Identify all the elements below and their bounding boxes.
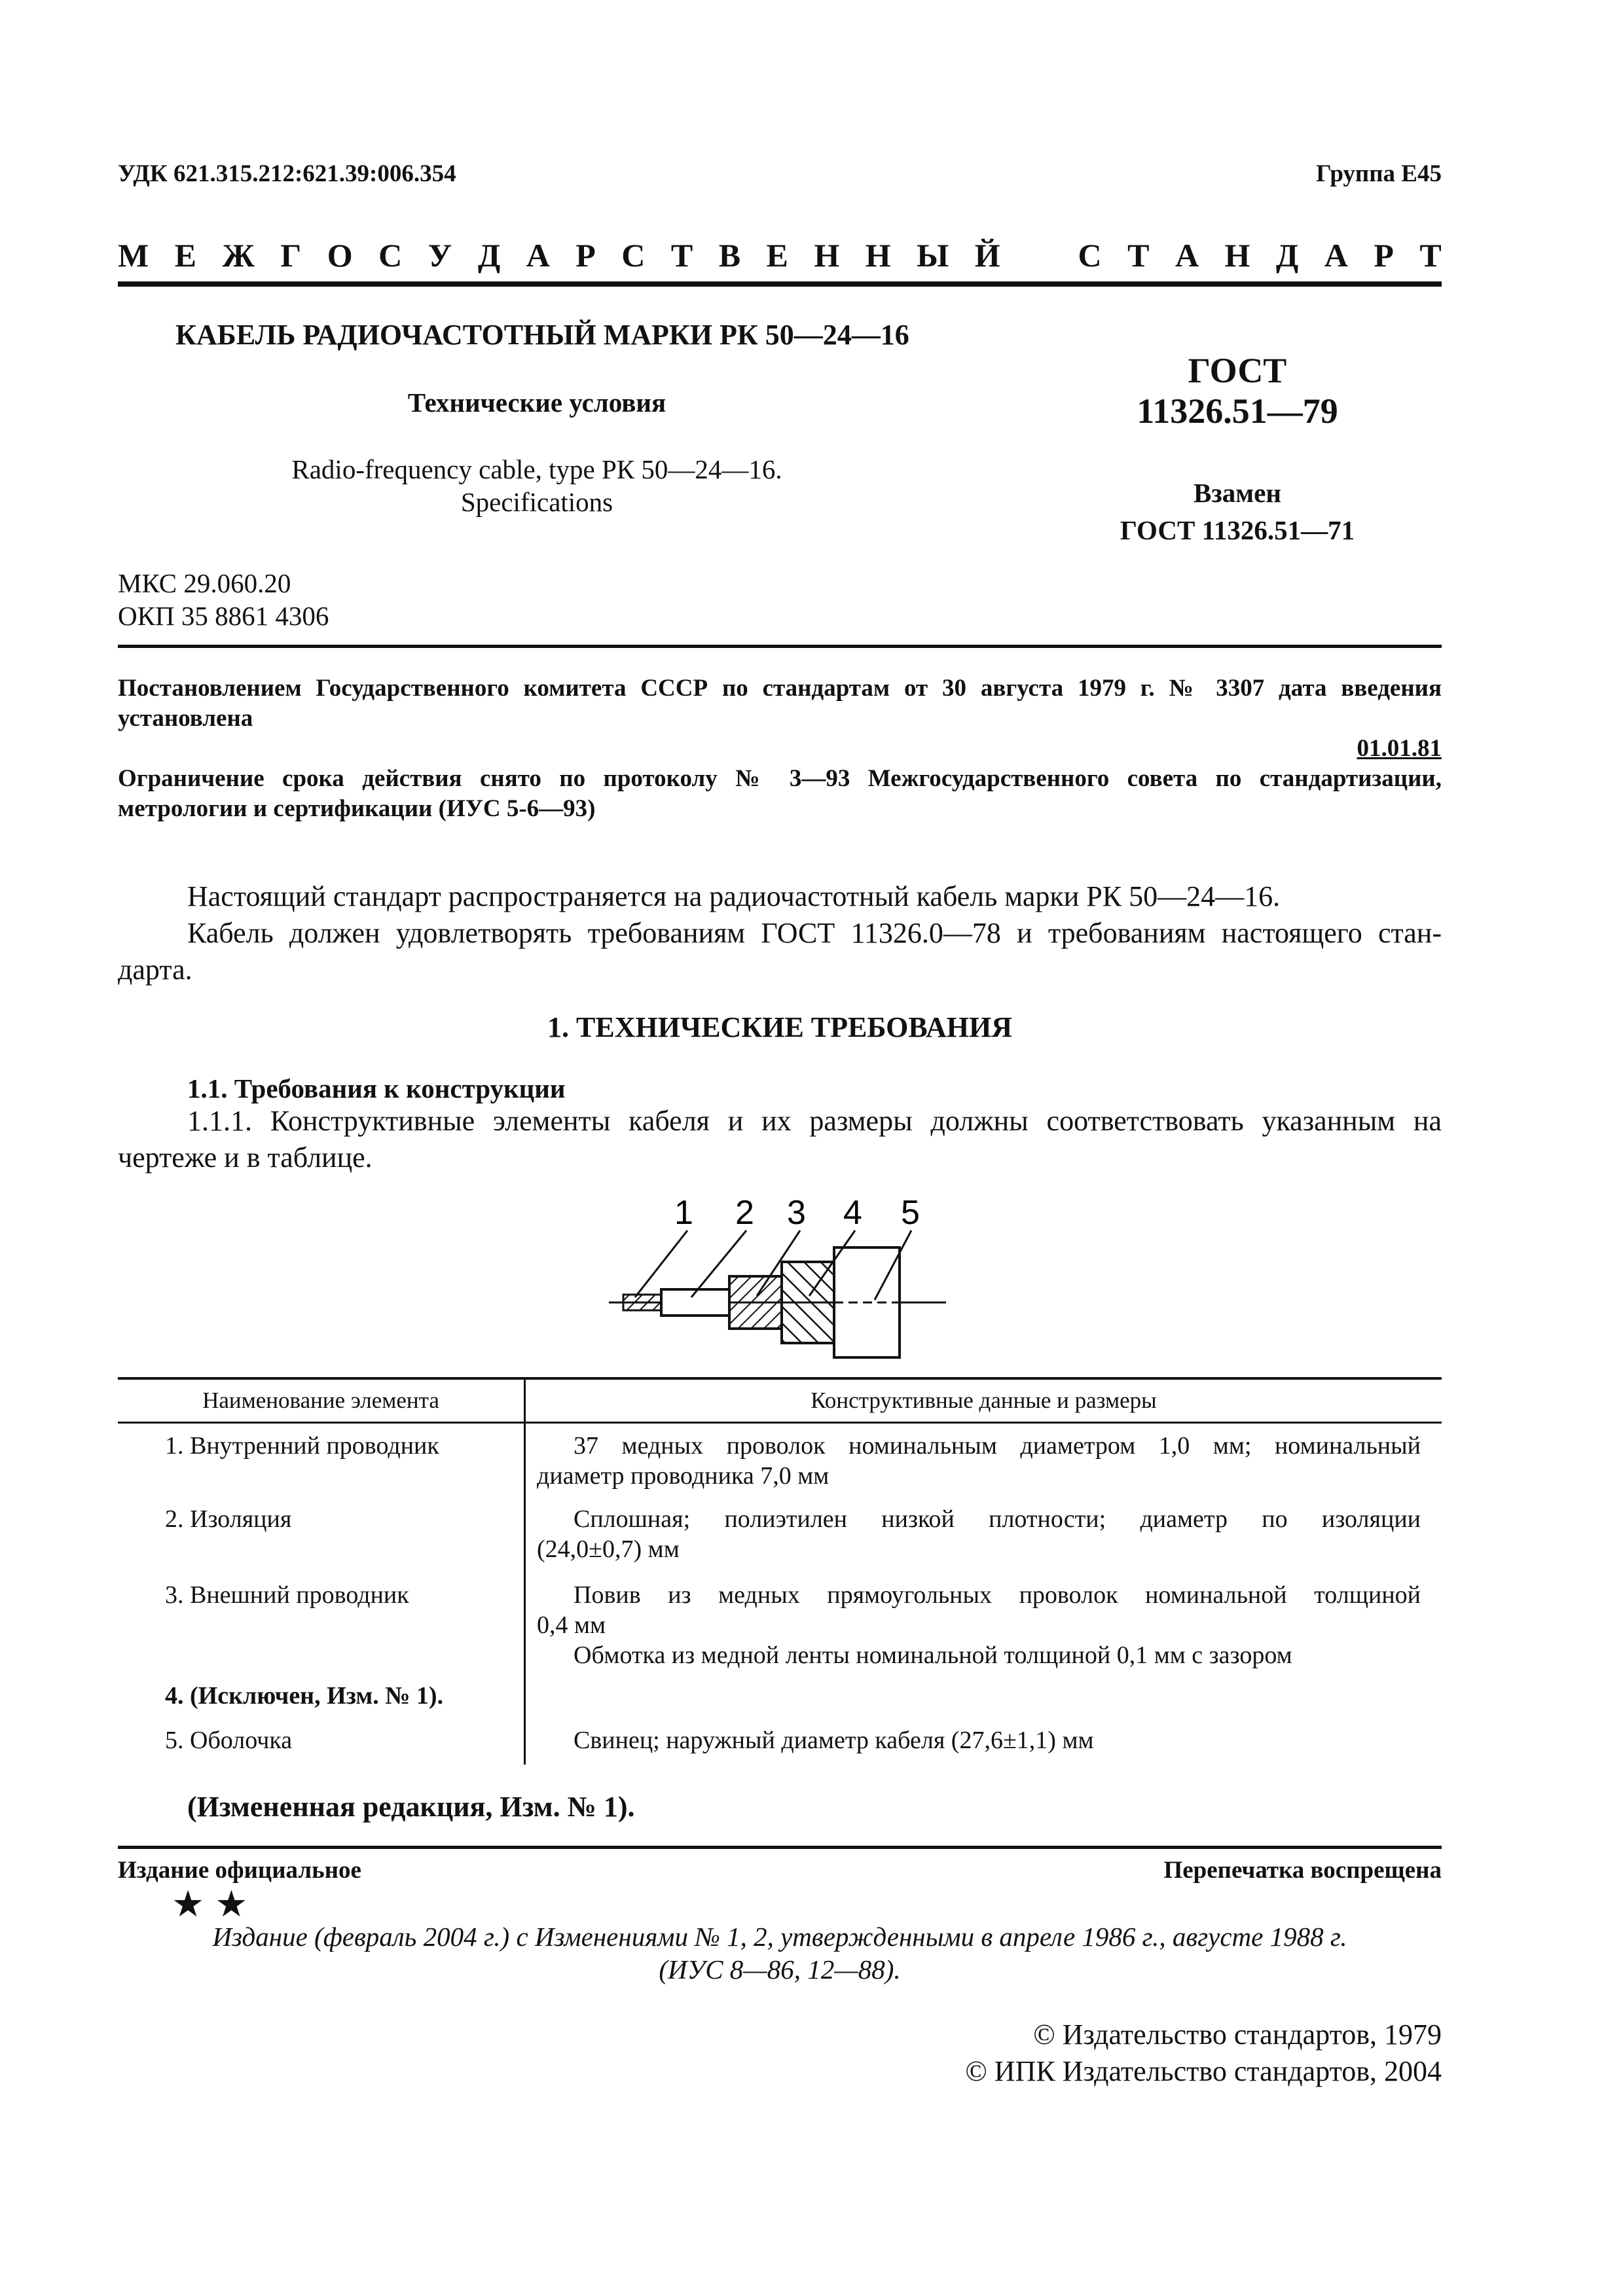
banner-letter: Н	[1224, 237, 1250, 274]
figure-label-3: 3	[787, 1194, 806, 1232]
figure-label-4: 4	[843, 1194, 862, 1232]
banner-letter: Ж	[222, 237, 255, 274]
banner-letter: Г	[280, 237, 302, 274]
banner-letter: О	[327, 237, 353, 274]
banner-letter: А	[1324, 237, 1348, 274]
row-data-text: Повив из медных прямоугольных проволок номинальной толщиной	[574, 1581, 1421, 1609]
okp-code: ОКП 35 8861 4306	[118, 601, 329, 631]
intro-paragraph-2-line1: Кабель должен удовлетворять требованиям ГОСТ 11326.0—78 и требованиям настоящего стан-	[187, 917, 1442, 949]
document-subtitle: Технические условия	[407, 387, 666, 418]
english-title-line2: Specifications	[460, 487, 613, 517]
table-row-data-line1: Свинец; наружный диаметр кабеля (27,6±1,1) мм	[574, 1727, 1094, 1754]
banner-letter: Т	[1127, 237, 1150, 274]
banner-letter: Р	[575, 237, 596, 274]
banner-letter: М	[118, 237, 149, 274]
standard-banner	[118, 236, 1442, 275]
table-row-name: 2. Изоляция	[165, 1505, 292, 1533]
table-row-data-line2: 0,4 мм	[537, 1611, 606, 1639]
gost-label: ГОСТ	[1188, 351, 1287, 390]
row-data-text: Сплошная; полиэтилен низкой плотности; диаметр по изоляции	[574, 1505, 1421, 1533]
document-title: КАБЕЛЬ РАДИОЧАСТОТНЫЙ МАРКИ РК 50—24—16	[175, 319, 909, 351]
banner-letter: У	[428, 237, 452, 274]
table-top-rule	[118, 1377, 1442, 1380]
leader-1	[635, 1230, 687, 1297]
effective-date: 01.01.81	[1357, 735, 1442, 762]
subsection-paragraph-line2: чертеже и в таблице.	[118, 1141, 373, 1174]
banner-letter: Д	[477, 237, 501, 274]
table-row-name: 5. Оболочка	[165, 1727, 293, 1754]
table-row-name: 1. Внутренний проводник	[165, 1432, 439, 1460]
banner-letter: С	[378, 237, 403, 274]
reprint-prohibited: Перепечатка воспрещена	[1163, 1857, 1442, 1884]
replaces-label: Взамен	[1193, 478, 1282, 508]
table-row-name: 3. Внешний проводник	[165, 1581, 409, 1609]
banner-letter: Д	[1275, 237, 1299, 274]
row-data-text: 37 медных проволок номинальным диаметром 1,0 мм; номинальный	[574, 1432, 1421, 1460]
table-row-data-line1	[537, 1504, 1421, 1534]
inner-conductor	[623, 1295, 661, 1310]
outer-conductor	[729, 1276, 782, 1329]
copyright-1979: © Издательство стандартов, 1979	[1033, 2018, 1442, 2051]
table-row-name: 4. (Исключен, Изм. № 1).	[165, 1682, 444, 1710]
limit-line1: Ограничение срока действия снято по протоколу № 3—93 Межгосударственного совета по стандартизации,	[118, 765, 1442, 792]
intro-paragraph-2-line2: дарта.	[118, 954, 192, 986]
table-row-data-line2: (24,0±0,7) мм	[537, 1535, 680, 1563]
table-row-data-line1	[537, 1580, 1421, 1610]
table-column-divider	[524, 1378, 526, 1765]
banner-letter: Е	[174, 237, 197, 274]
banner-letter: А	[526, 237, 550, 274]
banner-letter: В	[718, 237, 741, 274]
banner-letter: С	[1078, 237, 1102, 274]
edition-note-line2: (ИУС 8—86, 12—88).	[659, 1954, 901, 1984]
decree-line1: Постановлением Государственного комитета СССР по стандартам от 30 августа 1979 г. № 3307 дата введения	[118, 675, 1442, 702]
title-rule	[118, 645, 1442, 648]
limit-line2: метрологии и сертификации (ИУС 5-6—93)	[118, 795, 596, 822]
banner-letter: Р	[1374, 237, 1394, 274]
banner-letter: Н	[865, 237, 891, 274]
copyright-2004: © ИПК Издательство стандартов, 2004	[965, 2055, 1442, 2087]
amended-note: (Измененная редакция, Изм. № 1).	[187, 1791, 635, 1823]
table-header-rule	[118, 1422, 1442, 1424]
replaces-standard: ГОСТ 11326.51—71	[1120, 515, 1355, 545]
banner-letter: Н	[814, 237, 840, 274]
subsection-title: 1.1. Требования к конструкции	[187, 1073, 566, 1103]
banner-letter: С	[621, 237, 646, 274]
cable-construction-drawing	[609, 1185, 949, 1361]
stars-icon: ★★	[172, 1884, 259, 1925]
copper-tape-wrap	[782, 1262, 834, 1343]
group-code: Группа Е45	[1316, 160, 1442, 187]
official-edition: Издание официальное	[118, 1857, 361, 1884]
table-row-data-line1	[537, 1431, 1421, 1461]
table-row-data-line2: диаметр проводника 7,0 мм	[537, 1462, 830, 1490]
intro-paragraph-1: Настоящий стандарт распространяется на радиочастотный кабель марки РК 50—24—16.	[187, 880, 1281, 912]
edition-note-line1: Издание (февраль 2004 г.) с Изменениями № 1, 2, утвержденными в апреле 1986 г., августе 1988 г.	[212, 1922, 1347, 1952]
figure-label-2: 2	[735, 1194, 754, 1232]
table-header-data: Конструктивные данные и размеры	[811, 1388, 1157, 1413]
subsection-paragraph-line1: 1.1.1. Конструктивные элементы кабеля и их размеры должны соответствовать указанным на	[187, 1105, 1442, 1137]
banner-letter: А	[1175, 237, 1199, 274]
banner-letter: Й	[974, 237, 1000, 274]
table-row-data-line3: Обмотка из медной ленты номинальной толщиной 0,1 мм с зазором	[574, 1641, 1292, 1669]
banner-rule	[118, 281, 1442, 287]
udk-code: УДК 621.315.212:621.39:006.354	[118, 160, 456, 187]
banner-letter: Т	[1419, 237, 1442, 274]
banner-letter: Ы	[917, 237, 949, 274]
banner-letter: Е	[766, 237, 788, 274]
figure-label-1: 1	[674, 1194, 693, 1232]
table-header-name: Наименование элемента	[202, 1388, 439, 1413]
decree-line2: установлена	[118, 705, 253, 732]
gost-number: 11326.51—79	[1137, 391, 1338, 431]
section-title: 1. ТЕХНИЧЕСКИЕ ТРЕБОВАНИЯ	[547, 1011, 1012, 1043]
banner-letter: Т	[670, 237, 693, 274]
footer-rule	[118, 1846, 1442, 1849]
mks-code: МКС 29.060.20	[118, 568, 291, 598]
figure-label-5: 5	[901, 1194, 920, 1232]
english-title-line1: Radio-frequency cable, type РК 50—24—16.	[291, 454, 782, 484]
